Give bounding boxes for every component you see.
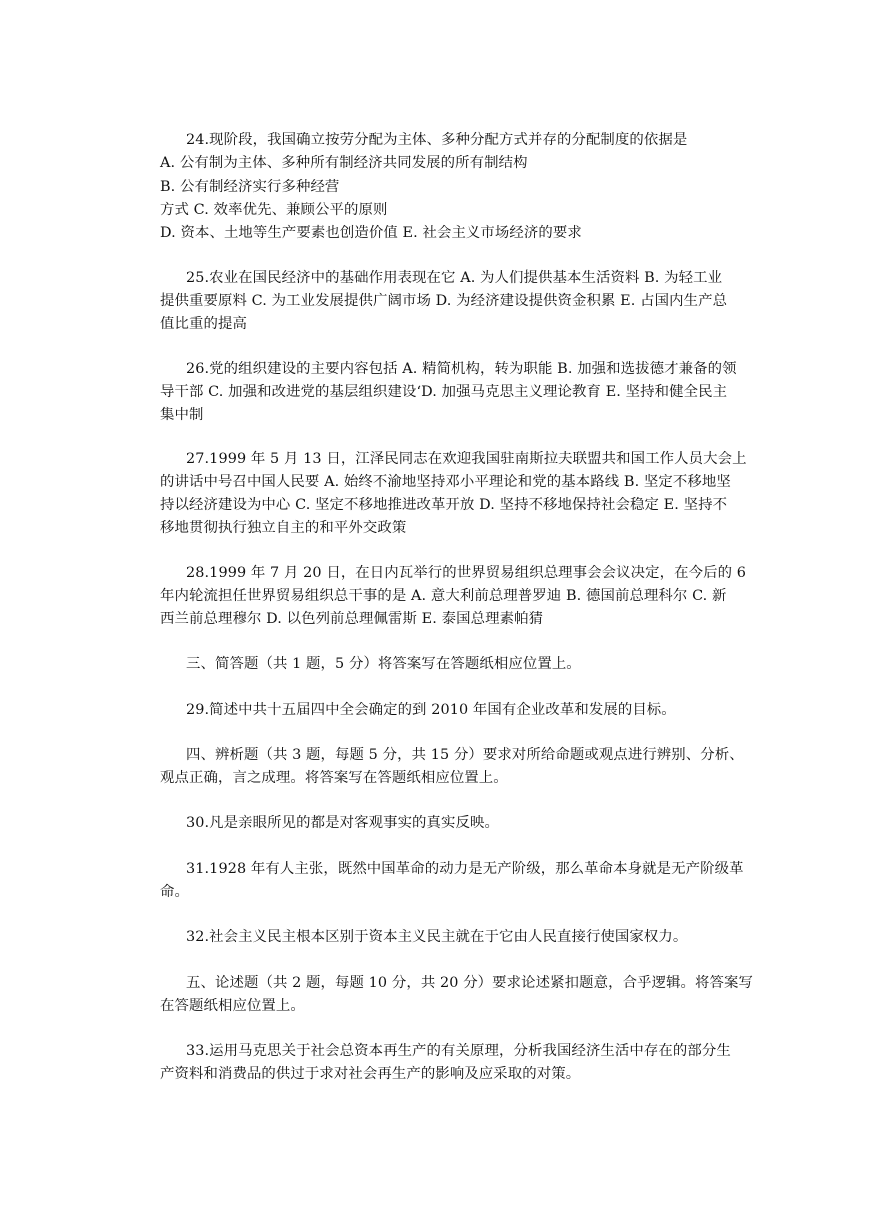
section-5-line-1: 五、论述题（共 2 题，每题 10 分，共 20 分）要求论述紧扣题意，合乎逻辑。将答案写	[186, 975, 754, 991]
q33-line-2: 产资料和消费品的供过于求对社会再生产的影响及应采取的对策。	[160, 1066, 581, 1082]
section-4-line-1: 四、辨析题（共 3 题，每题 5 分，共 15 分）要求对所给命题或观点进行辨别、分析、	[186, 747, 744, 763]
section-5-line-2: 在答题纸相应位置上。	[160, 998, 305, 1014]
q30-line-1: 30.凡是亲眼所见的都是对客观事实的真实反映。	[186, 815, 499, 831]
q28-line-2: 年内轮流担任世界贸易组织总干事的是 A. 意大利前总理普罗迪 B. 德国前总理科尔 C. 新	[160, 588, 727, 604]
q26-line-2: 导干部 C. 加强和改进党的基层组织建设‘D. 加强马克思主义理论教育 E. 坚持和健全民主	[160, 384, 728, 400]
q29-line-1: 29.简述中共十五届四中全会确定的到 2010 年国有企业改革和发展的目标。	[186, 702, 676, 718]
q27-line-3: 持以经济建设为中心 C. 坚定不移地推进改革开放 D. 坚持不移地保持社会稳定 E. 坚持不	[160, 497, 728, 513]
q26-line-3: 集中制	[160, 407, 204, 423]
q33-line-1: 33.运用马克思关于社会总资本再生产的有关原理，分析我国经济生活中存在的部分生	[186, 1043, 731, 1059]
q26-line-1: 26.党的组织建设的主要内容包括 A. 精简机构，转为职能 B. 加强和选拔德才兼备的领	[186, 361, 737, 377]
q24-option-b: B. 公有制经济实行多种经营	[160, 179, 340, 195]
q31-line-2: 命。	[160, 884, 189, 900]
q25-line-2: 提供重要原料 C. 为工业发展提供广阔市场 D. 为经济建设提供资金积累 E. 占国内生产总	[160, 293, 728, 309]
q28-line-3: 西兰前总理穆尔 D. 以色列前总理佩雷斯 E. 泰国总理素帕猜	[160, 611, 544, 627]
q27-line-1: 27.1999 年 5 月 13 日，江泽民同志在欢迎我国驻南斯拉夫联盟共和国工作人员大会上	[186, 451, 747, 467]
q24-option-c: 方式 C. 效率优先、兼顾公平的原则	[160, 202, 388, 218]
q24-option-a: A. 公有制为主体、多种所有制经济共同发展的所有制结构	[160, 155, 528, 171]
q25-line-1: 25.农业在国民经济中的基础作用表现在它 A. 为人们提供基本生活资料 B. 为轻工业	[186, 270, 723, 286]
q24-option-d-e: D. 资本、土地等生产要素也创造价值 E. 社会主义市场经济的要求	[160, 225, 582, 241]
section-4-line-2: 观点正确，言之成理。将答案写在答题纸相应位置上。	[160, 770, 508, 786]
section-3-heading: 三、简答题（共 1 题，5 分）将答案写在答题纸相应位置上。	[186, 656, 581, 672]
q24-stem: 24.现阶段，我国确立按劳分配为主体、多种分配方式并存的分配制度的依据是	[186, 132, 688, 148]
q32-line-1: 32.社会主义民主根本区别于资本主义民主就在于它由人民直接行使国家权力。	[186, 929, 688, 945]
q31-line-1: 31.1928 年有人主张，既然中国革命的动力是无产阶级，那么革命本身就是无产阶级革	[186, 861, 744, 877]
q25-line-3: 值比重的提高	[160, 316, 247, 332]
q28-line-1: 28.1999 年 7 月 20 日，在日内瓦举行的世界贸易组织总理事会会议决定，在今后的 6	[186, 565, 746, 581]
q27-line-4: 移地贯彻执行独立自主的和平外交政策	[160, 520, 407, 536]
q27-line-2: 的讲话中号召中国人民要 A. 始终不渝地坚持邓小平理论和党的基本路线 B. 坚定不移地坚	[160, 474, 731, 490]
